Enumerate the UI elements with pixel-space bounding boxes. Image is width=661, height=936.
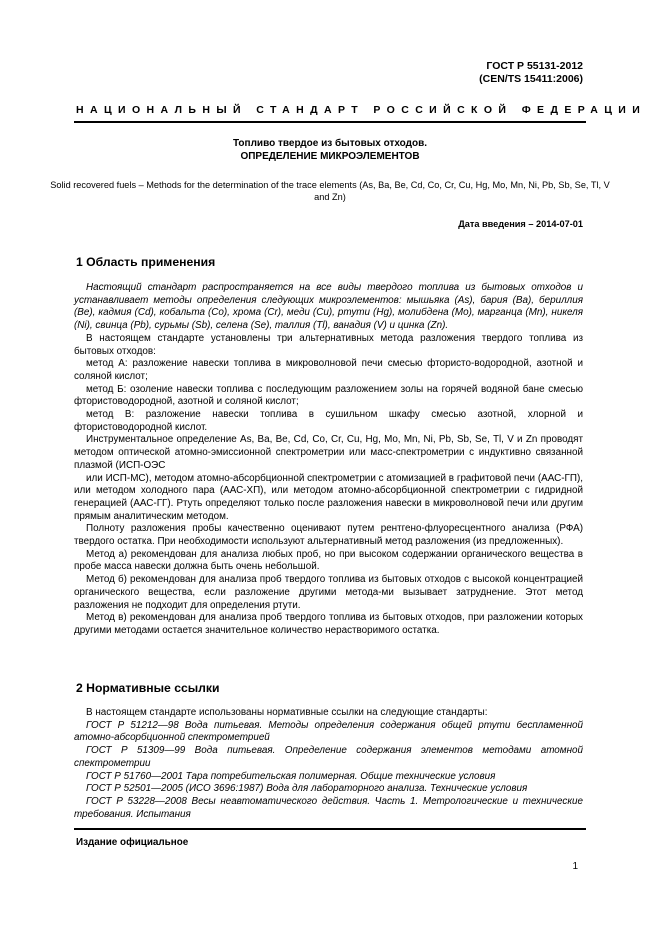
paragraph-instrumental: Инструментальное определение As, Ba, Be, Cd, Co, Cr, Cu, Hg, Mo, Mn, Ni, Pb, Sb, Se, Tl, V и Zn проводят методом оптической атомно-эмиссионной спектрометрии или масс-спектрометрии с индуктивно связанной плазмой (ИСП-ОЭС [74,434,583,471]
paragraph-completeness: Полноту разложения пробы качественно оценивают путем рентгено-флуоресцентного анализа (РФА) твердого остатка. При необходимости используют альтернативный метод разложения (из предложенных). [74,523,583,548]
doc-number-line1: ГОСТ Р 55131-2012 [486,60,583,72]
paragraph-method-a-rec: Метод а) рекомендован для анализа любых проб, но при высоком содержании органического вещества в пробе масса навески должна быть очень небольшой. [74,548,583,573]
section1-body [74,282,583,638]
paragraph-method-c-rec: Метод в) рекомендован для анализа проб твердого топлива из бытовых отходов, при разложении которых другими методами остается значительное количество нерастворимого остатка. [74,612,583,636]
paragraph-method-a: метод А: разложение навески топлива в микроволновой печи смесью фтористо-водородной, азотной и соляной кислот; [74,358,583,382]
paragraph-method-c: метод В: разложение навески топлива в сушильном шкафу смесью азотной, хлорной и фтористоводородной кислот. [74,409,583,433]
reference-item: ГОСТ Р 51760—2001 Тара потребительская полимерная. Общие технические условия [86,770,496,782]
title-line2: ОПРЕДЕЛЕНИЕ МИКРОЭЛЕМЕНТОВ [240,151,420,162]
doc-number-line2: (CEN/TS 15411:2006) [479,73,583,85]
paragraph-method-b-rec: Метод б) рекомендован для анализа проб твердого топлива из бытовых отходов с высокой концентрацией органического вещества, если разложение другими метода-ми вызывает затруднение. Этот метод разложения не подходит для определения ртути. [74,574,583,611]
introduction-date: Дата введения – 2014-07-01 [458,219,583,229]
title-line1: Топливо твердое из бытовых отходов. [232,138,428,149]
page-number: 1 [572,861,578,872]
english-title: Solid recovered fuels – Methods for the determination of the trace elements (As, Ba, Be, Cd, Co, Cr, Cu, Hg, Mo, Mn, Ni, Pb, Sb, Se, Tl, V and Zn) [50,180,610,202]
references-intro: В настоящем стандарте использованы нормативные ссылки на следующие стандарты: [86,707,488,718]
paragraph-method-b: метод Б: озоление навески топлива с последующим разложением золы на горячей водяной бане смесью фтористоводородной, азотной и соляной кислот; [74,383,583,408]
section2-heading: 2 Нормативные ссылки [76,681,220,695]
paragraph-methods-intro: В настоящем стандарте установлены три альтернативных метода разложения твердого топлива из бытовых отходов: [74,332,583,357]
document-title [74,137,586,163]
paragraph-instrumental-cont: или ИСП-МС), методом атомно-абсорбционной спектрометрии с атомизацией в графитовой печи (ААС-ГП), или методом холодного пара (ААС-ХП), или методом атомно-абсорбционной спектрометрии с гидридной генерацией (ААС-ГГ). Ртуть определяют только после разложения навески в микроволновой печи или другим прямым аналитическим методом. [74,472,583,522]
scope-paragraph: Настоящий стандарт распространяется на все виды твердого топлива из бытовых отходов и устанавливает методы определения следующих микроэлементов: мышьяка (As), бария (Ba), бериллия (Be), кадмия (Cd), кобальта (Co), хрома (Cr), меди (Cu), ртути (Hg), молибдена (Mo), марганца (Mn), никеля (Ni), свинца (Pb), сурьмы (Sb), селена (Se), таллия (Tl), ванадия (V) и цинка (Zn). [74,282,583,332]
bottom-divider [74,828,586,830]
section1-heading: 1 Область применения [76,255,216,269]
document-number [383,60,583,86]
reference-item: ГОСТ Р 52501—2005 (ИСО 3696:1987) Вода для лабораторного анализа. Технические условия [86,783,528,795]
standard-title: НАЦИОНАЛЬНЫЙ СТАНДАРТ РОССИЙСКОЙ ФЕДЕРАЦИИ [76,104,647,116]
reference-item: ГОСТ Р 51309—99 Вода питьевая. Определение содержания элементов методами атомной спектрометрии [74,745,583,769]
reference-item: ГОСТ Р 53228—2008 Весы неавтоматического действия. Часть 1. Метрологические и технические требования. Испытания [74,795,583,820]
section2-body [74,707,583,821]
reference-item: ГОСТ Р 51212—98 Вода питьевая. Методы определения содержания общей ртути беспламенной атомно-абсорбционной спектрометрией [74,719,583,744]
edition-label: Издание официальное [76,837,189,848]
top-divider [74,121,586,123]
